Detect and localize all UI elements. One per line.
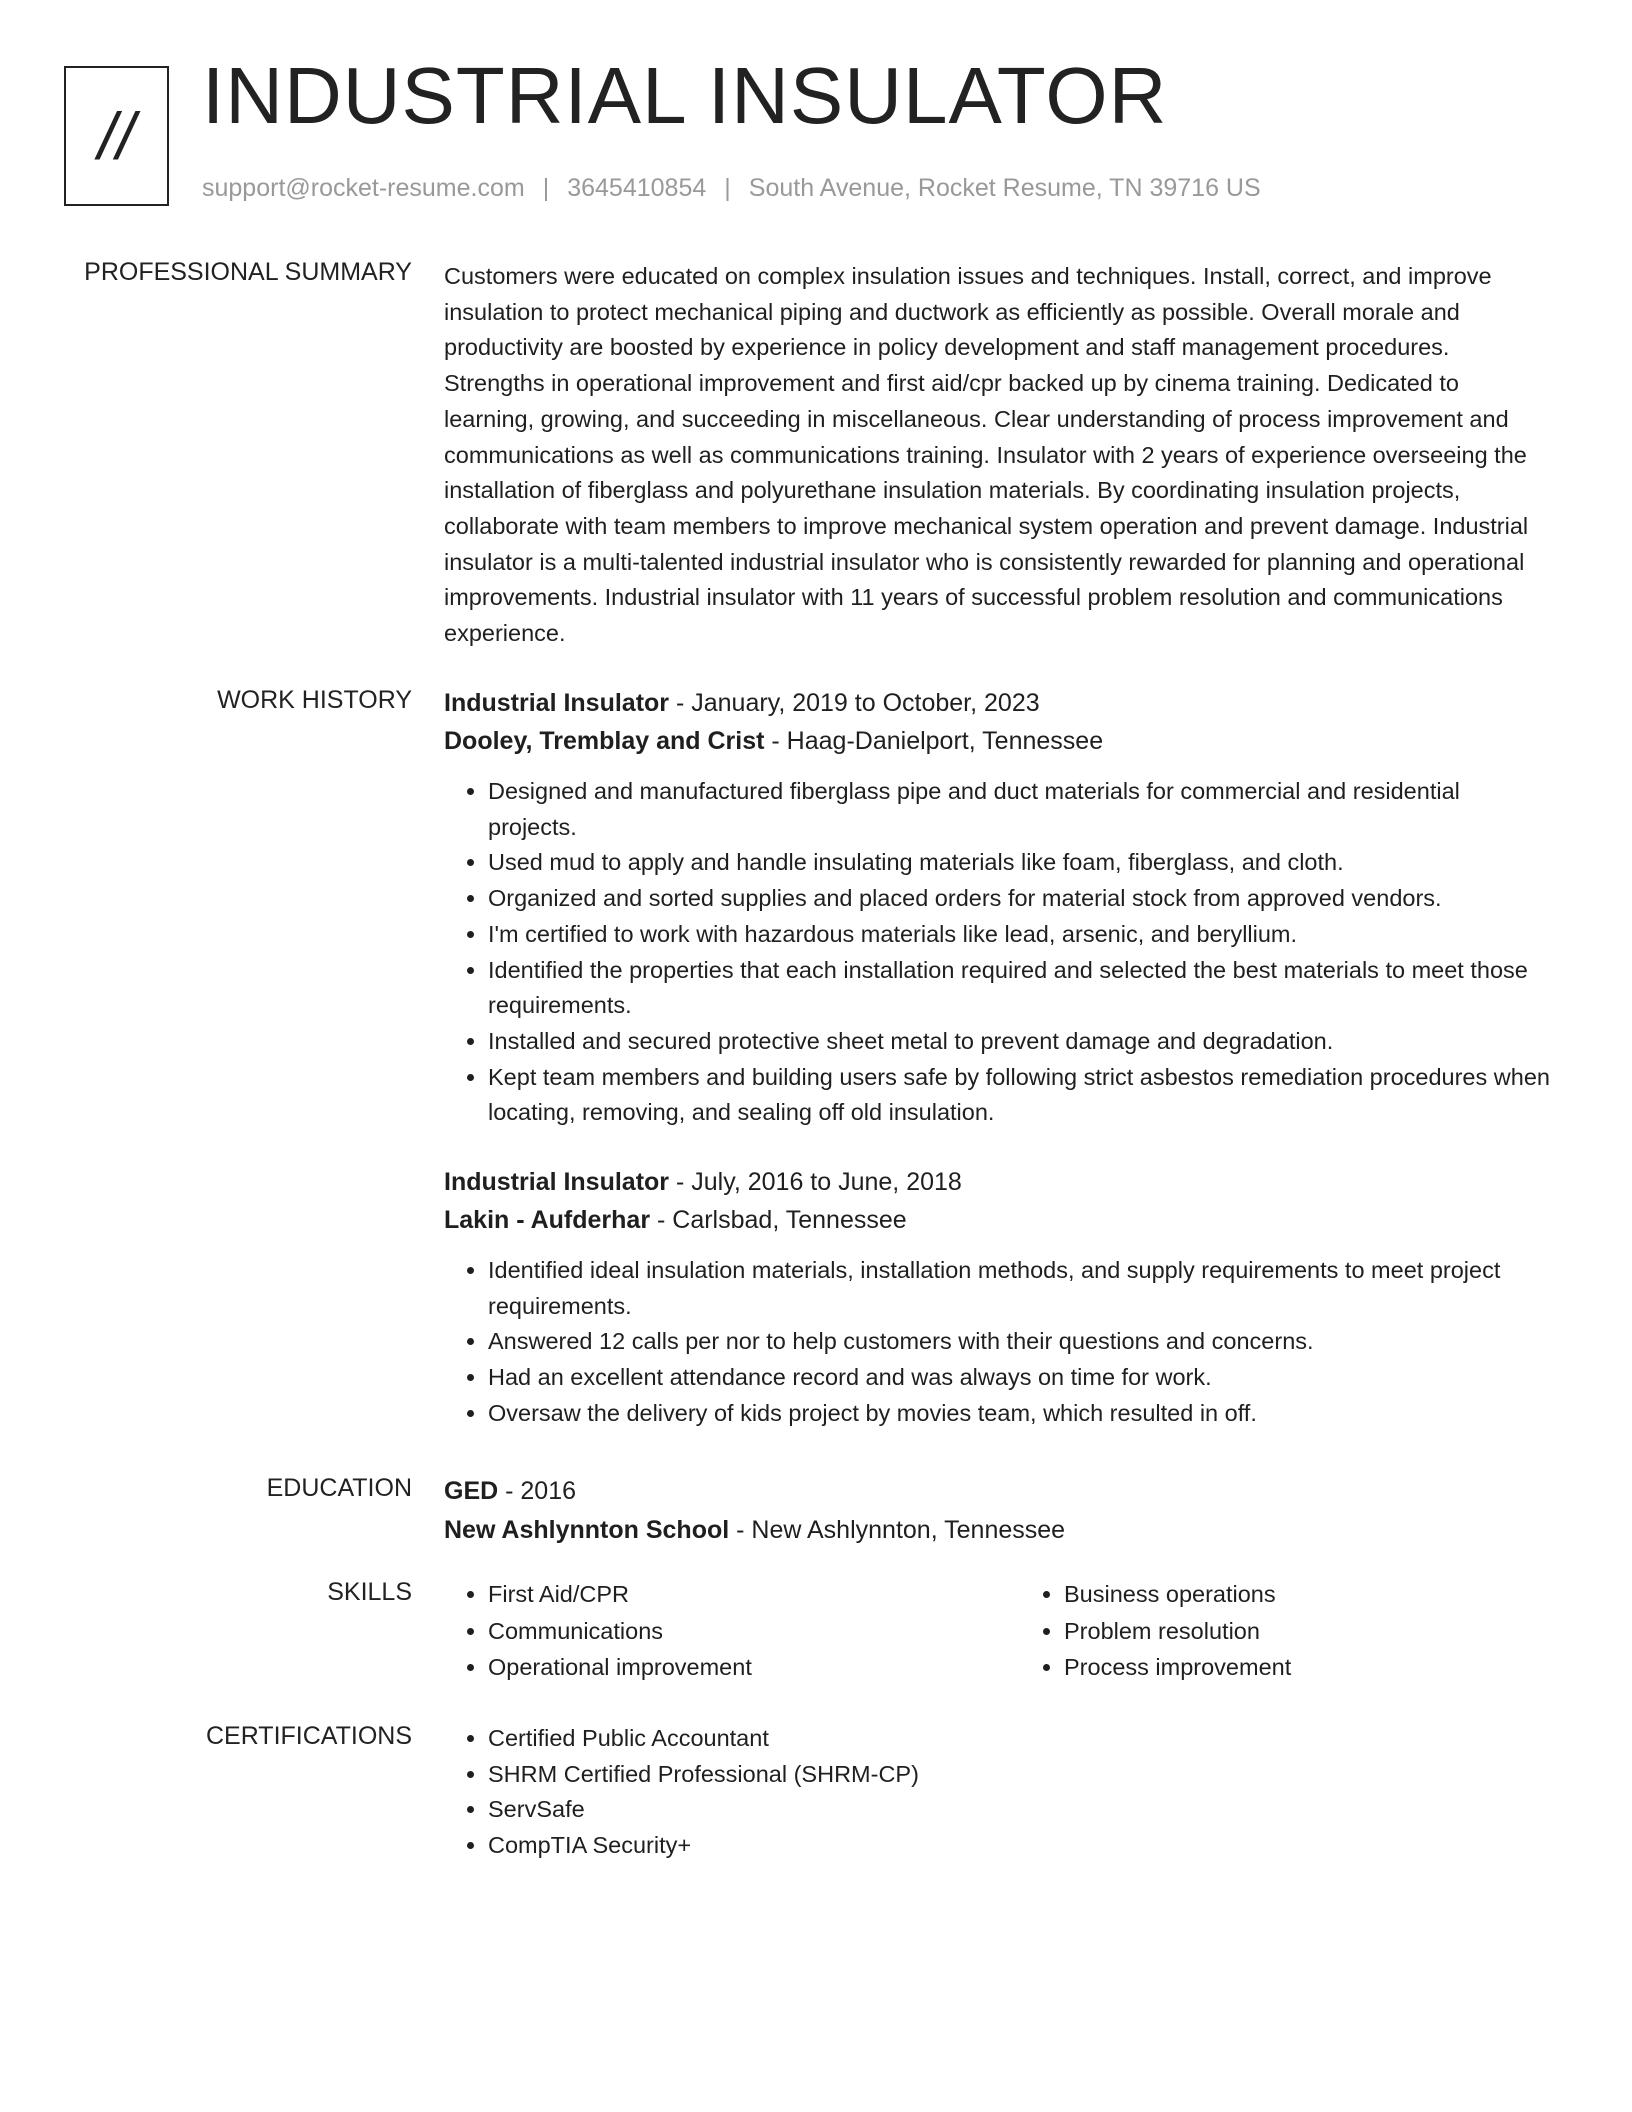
summary-paragraph: Customers were educated on complex insulation issues and techniques. Install, correct, and improve insulation to protect mechanical piping and ductwork as efficiently as possible. Overall morale and productivity are boosted by experience in policy development and staff management procedures. Strengths in operational improvement and first aid/cpr backed up by cinema training. Dedicated to learning, growing, and succeeding in miscellaneous. Clear understanding of process improvement and communications as well as communications training. Insulator with 2 years of experience overseeing the installation of fiberglass and polyurethane insulation materials. By coordinating insulation projects, collaborate with team members to improve mechanical system operation and prevent damage. Industrial insulator is a multi-talented industrial insulator who is consistently rewarded for planning and operational improvements. Industrial insulator with 11 years of successful problem resolution and communications experience. [444,263,1529,647]
job-bullet: • Used mud to apply and handle insulating materials like foam, fiberglass, and cloth. [488,845,1552,881]
job-company-line [444,1201,1552,1239]
section-heading-education: EDUCATION [266,1474,412,1502]
job-dates: - July, 2016 to June, 2018 [669,1168,962,1197]
job-entry [444,684,1552,1131]
contact-email: support@rocket-resume.com [202,174,525,202]
skills-grid [444,1576,1552,1686]
job-entry [444,1163,1552,1432]
job-bullet: • Kept team members and building users safe by following strict asbestos remediation procedures when locating, removing, and sealing off old insulation. [488,1060,1552,1131]
job-company-line [444,722,1552,760]
job-bullets [444,774,1552,1131]
certifications-list [444,1721,1552,1864]
job-bullet: • Installed and secured protective sheet metal to prevent damage and degradation. [488,1024,1552,1060]
skill-item: • First Aid/CPR [488,1576,976,1613]
skills-column [444,1576,976,1686]
certification-item: • ServSafe [488,1792,1552,1828]
section-heading-summary: PROFESSIONAL SUMMARY [84,258,412,286]
education-school: New Ashlynnton School [444,1516,730,1544]
education-location: - New Ashlynnton, Tennessee [729,1516,1066,1544]
contact-phone: 3645410854 [567,174,707,202]
job-bullet: • I'm certified to work with hazardous materials like lead, arsenic, and beryllium. [488,917,1552,953]
certification-item: • CompTIA Security+ [488,1828,1552,1864]
job-location: - Carlsbad, Tennessee [650,1206,907,1235]
skills-column [1020,1576,1552,1686]
contact-separator: | [542,174,550,202]
section-heading-work-history: WORK HISTORY [217,686,412,714]
contact-address: South Avenue, Rocket Resume, TN 39716 US [748,174,1261,202]
skill-item: • Process improvement [1064,1649,1552,1686]
contact-line [202,174,1261,203]
job-bullet: • Designed and manufactured fiberglass pipe and duct materials for commercial and residential projects. [488,774,1552,845]
education-school-line [444,1511,1552,1550]
job-bullet: • Oversaw the delivery of kids project by movies team, which resulted in off. [488,1396,1552,1432]
job-company: Dooley, Tremblay and Crist [444,727,765,755]
section-heading-skills: SKILLS [327,1578,412,1606]
job-location: - Haag-Danielport, Tennessee [764,727,1104,755]
job-bullet: • Answered 12 calls per nor to help customers with their questions and concerns. [488,1324,1552,1360]
job-title: Industrial Insulator [444,1168,670,1197]
job-company: Lakin - Aufderhar [444,1206,651,1235]
certification-item: • SHRM Certified Professional (SHRM-CP) [488,1757,1552,1793]
skill-item: • Operational improvement [488,1649,976,1686]
monogram-logo [64,66,169,206]
skill-item: • Problem resolution [1064,1613,1552,1650]
monogram-text: // [98,99,135,173]
skill-item: • Business operations [1064,1576,1552,1613]
job-bullet: • Organized and sorted supplies and placed orders for material stock from approved vendors. [488,881,1552,917]
job-bullet: • Identified ideal insulation materials, installation methods, and supply requirements to meet project requirements. [488,1253,1552,1324]
certification-item: • Certified Public Accountant [488,1721,1552,1757]
education-degree-line [444,1472,1552,1511]
job-dates: - January, 2019 to October, 2023 [669,689,1040,717]
job-bullet: • Had an excellent attendance record and was always on time for work. [488,1360,1552,1396]
skill-item: • Communications [488,1613,976,1650]
job-bullet: • Identified the properties that each installation required and selected the best materials to meet those requirements. [488,953,1552,1024]
education-degree: GED [444,1477,499,1505]
education-year: - 2016 [498,1477,577,1505]
job-bullets [444,1253,1552,1432]
contact-separator: | [724,174,731,202]
job-title-line [444,1163,1552,1201]
candidate-name: INDUSTRIAL INSULATOR [202,51,1168,140]
section-heading-certifications: CERTIFICATIONS [205,1722,412,1750]
job-title-line [444,684,1552,722]
job-title: Industrial Insulator [444,689,670,717]
